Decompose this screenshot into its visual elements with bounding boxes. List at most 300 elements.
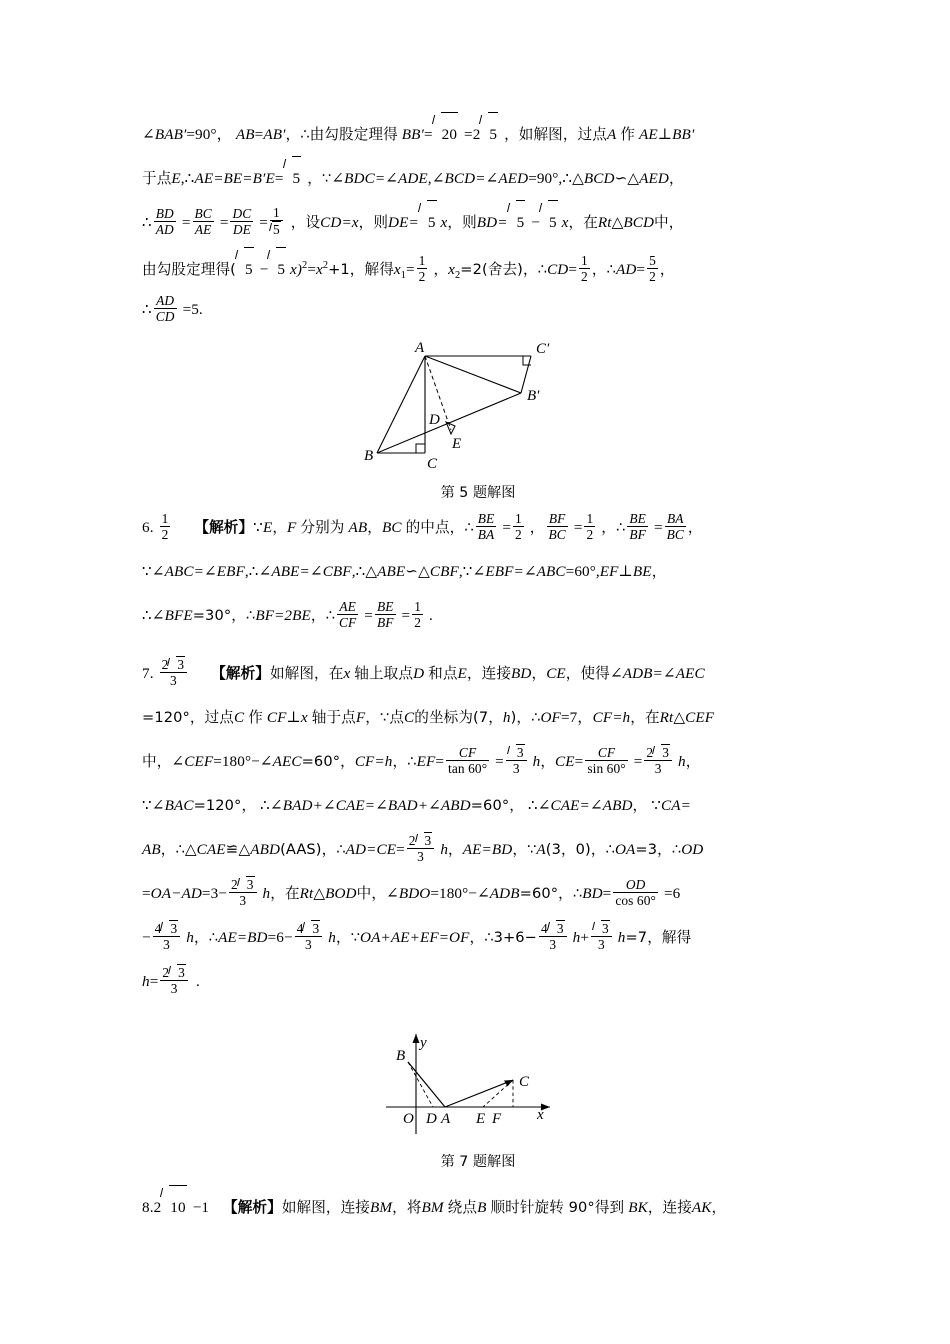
figure-problem-5 xyxy=(142,338,814,502)
text-run: h xyxy=(440,841,449,858)
p5-line-3 xyxy=(142,200,814,244)
text-run: =120°， xyxy=(193,797,257,814)
problem-number: 8. xyxy=(142,1199,154,1216)
text-run: ∵ xyxy=(142,563,152,580)
text-run: ∠CEF xyxy=(171,753,214,770)
text-run: BA xyxy=(477,526,495,542)
text-run: ， xyxy=(651,563,667,580)
text-run: = xyxy=(568,261,578,279)
text-run: AE=BE=B′E xyxy=(194,170,275,187)
fraction xyxy=(337,599,358,630)
text-run: 作 xyxy=(248,709,263,726)
text-run: ，在 xyxy=(270,885,300,902)
text-run: =3− xyxy=(201,885,227,902)
text-run: AD xyxy=(155,221,174,237)
text-run: AD=CE xyxy=(345,841,397,858)
text-run: ，∵点 xyxy=(365,709,405,726)
text-run: ， xyxy=(367,519,382,536)
text-run: x) xyxy=(290,261,303,279)
figure-7-caption: 第 7 题解图 xyxy=(440,1154,516,1170)
text-run: 由勾股定理得( xyxy=(142,261,236,279)
text-run: 中， xyxy=(356,885,387,902)
figure-5-label-Bp: B′ xyxy=(527,388,540,404)
text-run: sin 60° xyxy=(587,760,626,776)
text-run: BE xyxy=(477,510,495,526)
text-run: ∠BDO xyxy=(386,885,431,902)
text-run: ，如解图，过点 xyxy=(504,126,607,143)
text-run: 4 xyxy=(296,920,304,936)
text-run: CF⊥x xyxy=(266,709,308,726)
fraction xyxy=(506,744,527,776)
text-run: AE=BD xyxy=(462,841,513,858)
text-run: = xyxy=(406,261,415,279)
fraction xyxy=(154,293,177,324)
text-run: A xyxy=(606,126,617,143)
fraction xyxy=(407,832,435,864)
text-run: 2 xyxy=(162,964,170,980)
text-run: ， xyxy=(685,753,701,770)
text-run: 3 xyxy=(601,920,609,936)
text-run: CF=h xyxy=(354,753,393,770)
text-run: 5 xyxy=(548,200,558,245)
text-run: 3 xyxy=(512,760,520,776)
text-run: BE xyxy=(629,510,646,526)
fraction xyxy=(229,876,257,908)
figure-5-label-Cp: C′ xyxy=(536,341,550,357)
text-run: 5 xyxy=(649,253,656,269)
text-run: 2 xyxy=(586,526,594,542)
radical xyxy=(268,247,286,292)
radical xyxy=(508,744,525,760)
radical xyxy=(416,832,433,848)
radical xyxy=(593,920,610,936)
text-run: = xyxy=(396,841,405,858)
text-run: CF xyxy=(585,745,627,761)
text-run: OF xyxy=(540,709,561,726)
text-run: 2 xyxy=(455,270,461,282)
text-run: ，∴ xyxy=(193,929,219,946)
text-run: AB xyxy=(348,519,368,536)
text-run: 2 xyxy=(646,744,654,760)
text-run: CD xyxy=(547,261,569,279)
text-run: ，∴ xyxy=(160,841,185,858)
radical xyxy=(169,964,186,980)
text-run: ，∴3+6− xyxy=(469,929,538,946)
text-run: 轴于点 xyxy=(311,709,356,726)
problem-5-solution xyxy=(142,112,814,502)
text-run: 3 xyxy=(424,832,432,848)
text-run: ，设 xyxy=(290,214,321,231)
text-run: ， xyxy=(448,841,463,858)
text-run: △AED xyxy=(627,170,669,187)
text-run: ∠BAC xyxy=(151,797,194,814)
text-run: BC xyxy=(548,526,566,542)
text-run: 的坐标为(7， xyxy=(414,709,503,726)
fraction xyxy=(476,511,497,542)
text-run: 2 xyxy=(414,614,421,630)
text-run: E xyxy=(457,665,467,682)
text-run: =5. xyxy=(182,301,203,318)
text-run: 4 xyxy=(154,920,162,936)
text-run: 如解图，在 xyxy=(269,665,344,682)
text-run: 2 xyxy=(161,656,169,672)
text-run: h xyxy=(502,709,511,726)
text-run: AE xyxy=(337,599,358,615)
text-run: 中， xyxy=(654,214,684,231)
text-run: = xyxy=(653,519,663,536)
text-run: 3 xyxy=(662,744,669,760)
text-run: ， xyxy=(659,261,675,279)
text-run: 2 xyxy=(161,526,169,542)
text-run: ∽ xyxy=(614,170,628,187)
text-run: ∠EBF=∠ABC xyxy=(472,563,566,580)
text-run: BD xyxy=(582,885,603,902)
text-run: ，∴由勾股定理得 xyxy=(285,126,398,143)
text-run: ∠CAE=∠ABD xyxy=(537,797,633,814)
text-run: AE xyxy=(194,221,212,237)
text-run: ， xyxy=(433,261,449,279)
text-run: 分别为 xyxy=(300,519,345,536)
answer-fraction xyxy=(160,511,171,542)
p7-line-6 xyxy=(142,872,814,916)
text-run: 2 xyxy=(515,526,522,542)
text-run: ∠ABE=∠CBF xyxy=(258,563,352,580)
text-run: ， xyxy=(540,753,556,770)
text-run: ∠ADB xyxy=(476,885,520,902)
radical xyxy=(419,200,437,245)
text-run: 如解图，连接 xyxy=(281,1199,370,1216)
text-run: AD xyxy=(615,261,637,279)
text-run: 作 xyxy=(620,126,636,143)
text-run: ,∴ xyxy=(180,170,195,187)
fraction xyxy=(591,920,612,952)
text-run: OA−AD xyxy=(150,885,202,902)
text-run: ， xyxy=(632,797,648,814)
text-run: 1 xyxy=(418,253,426,269)
text-run: −1 xyxy=(192,1199,210,1216)
text-run: 5 xyxy=(244,247,254,292)
radical xyxy=(548,920,565,936)
problem-number: 6. xyxy=(142,519,154,536)
text-run: D xyxy=(413,665,425,682)
text-run: h xyxy=(262,885,271,902)
text-run: ， xyxy=(669,170,684,187)
text-run: =2 xyxy=(464,126,481,143)
text-run: AB xyxy=(142,841,161,858)
text-run: 3 xyxy=(170,980,178,996)
text-run: CD xyxy=(155,308,175,324)
text-run: ， xyxy=(272,519,288,536)
text-run: B xyxy=(477,1199,487,1216)
text-run: BC xyxy=(381,519,402,536)
text-run: △CBF xyxy=(418,563,459,580)
figure-5-label-D: D xyxy=(429,412,440,428)
p7-line-3 xyxy=(142,740,814,784)
problem-number: 7. xyxy=(142,665,154,682)
text-run: ,∴ xyxy=(244,563,259,580)
p6-line-3 xyxy=(142,594,814,638)
text-run: ∠ABC=∠EBF xyxy=(151,563,245,580)
text-run: 3 xyxy=(305,936,312,952)
problem-7-solution xyxy=(142,652,814,1171)
text-run: Rt△BCD xyxy=(597,214,655,231)
figure-5-drawing xyxy=(353,338,603,473)
text-run: BF=2BE xyxy=(255,607,311,624)
text-run: x xyxy=(448,261,456,279)
text-run: E xyxy=(262,519,273,536)
text-run: =7，解得 xyxy=(625,929,692,946)
fraction xyxy=(270,205,283,237)
figure-7-label-y-axis: y xyxy=(420,1035,427,1051)
text-run: =90°， xyxy=(186,126,232,143)
text-run: C xyxy=(233,709,245,726)
text-run: 绕点 xyxy=(447,1199,478,1216)
text-run: 2 xyxy=(581,269,588,285)
text-run: )，∴ xyxy=(510,709,541,726)
analysis-tag: 【解析】 xyxy=(223,1199,282,1216)
text-run: 3 xyxy=(549,936,557,952)
fraction xyxy=(412,599,423,630)
text-run: . xyxy=(428,607,433,624)
fraction xyxy=(647,253,658,284)
text-run: 3 xyxy=(178,964,185,980)
figure-7-label-A: A xyxy=(441,1111,451,1127)
text-run: F xyxy=(287,519,297,536)
text-run: ≌ xyxy=(225,841,239,858)
text-run: = xyxy=(401,607,411,624)
text-run: =60°， xyxy=(470,797,524,814)
fraction xyxy=(665,511,686,542)
text-run: = xyxy=(149,973,159,990)
problem-8-solution xyxy=(142,1185,814,1229)
p7-line-8 xyxy=(142,960,814,1004)
text-run: ，将 xyxy=(392,1199,422,1216)
text-run: h xyxy=(328,929,336,946)
text-run: OA xyxy=(614,841,636,858)
p8-line-1 xyxy=(142,1185,814,1229)
text-run: 10 xyxy=(169,1185,186,1230)
text-run: = xyxy=(602,885,612,902)
text-run: 3 xyxy=(417,848,424,864)
figure-7-label-B: B xyxy=(396,1048,406,1064)
p6-line-2 xyxy=(142,550,814,594)
text-run: =60°，∴ xyxy=(519,885,583,902)
text-run: 3 xyxy=(654,760,662,776)
text-run: = xyxy=(307,261,316,279)
text-run: ∽ xyxy=(405,563,419,580)
text-run: − xyxy=(259,261,269,279)
text-run: ，∴ xyxy=(591,261,616,279)
text-run: = xyxy=(502,519,511,536)
text-run: 2 xyxy=(649,269,656,285)
text-run: ，连接 xyxy=(466,665,512,682)
radical xyxy=(508,200,526,245)
figure-5-label-A: A xyxy=(415,340,425,356)
text-run: 1 xyxy=(161,510,169,526)
text-run: ，在 xyxy=(630,709,660,726)
p5-line-2 xyxy=(142,156,814,200)
p7-line-4 xyxy=(142,784,814,828)
text-run: x xyxy=(440,214,448,231)
text-run: BA xyxy=(665,511,686,527)
text-run: = xyxy=(254,126,264,143)
analysis-tag: 【解析】 xyxy=(211,665,270,682)
text-run: 3 xyxy=(246,876,254,892)
p7-line-1 xyxy=(142,652,814,696)
text-run: 3 xyxy=(163,936,170,952)
text-run: =60°, xyxy=(565,563,600,580)
text-run: BD xyxy=(155,205,174,221)
text-run: CF xyxy=(446,745,489,761)
text-run: ，∵ xyxy=(307,170,332,187)
radical xyxy=(540,200,558,245)
text-run: OA+AE+EF=OF xyxy=(360,929,470,946)
text-run: − xyxy=(531,214,540,231)
text-run: − xyxy=(142,929,151,946)
text-run: BC xyxy=(666,526,684,542)
text-run: h xyxy=(186,929,194,946)
text-run: = xyxy=(259,214,268,231)
figure-7-label-E: E xyxy=(476,1111,486,1127)
text-run: 4 xyxy=(541,920,548,936)
fraction xyxy=(613,877,658,908)
text-run: = xyxy=(495,753,504,770)
text-run: =60°， xyxy=(301,753,355,770)
text-run: =6 xyxy=(663,885,681,902)
text-run: = xyxy=(364,607,373,624)
text-run: AE=BD xyxy=(218,929,268,946)
radical xyxy=(284,156,302,201)
text-run: CE xyxy=(555,753,575,770)
text-run: = xyxy=(181,214,191,231)
text-run: (AAS)，∴ xyxy=(280,841,346,858)
text-run: 2 xyxy=(408,832,416,848)
text-run: 3 xyxy=(556,920,564,936)
text-run: ∵ xyxy=(253,519,263,536)
text-run: △ABD xyxy=(238,841,281,858)
text-run: AE⊥BB′ xyxy=(639,126,695,143)
text-run: ，∵ xyxy=(335,929,361,946)
text-run: C xyxy=(404,709,415,726)
fraction xyxy=(446,745,489,776)
text-run: (3，0)，∴ xyxy=(545,841,615,858)
fraction xyxy=(644,744,672,776)
text-run: BC xyxy=(194,205,212,221)
text-run: x xyxy=(315,261,323,279)
p7-line-2 xyxy=(142,696,814,740)
p7-line-5 xyxy=(142,828,814,872)
text-run: BD xyxy=(511,665,532,682)
text-run: =120°，过点 xyxy=(142,709,234,726)
text-run: ∠ADB=∠AEC xyxy=(609,665,705,682)
text-run: = xyxy=(423,126,433,143)
p5-line-5 xyxy=(142,288,814,332)
fraction xyxy=(160,964,188,996)
text-run: E xyxy=(171,170,181,187)
analysis-tag: 【解析】 xyxy=(194,519,254,536)
text-run: = xyxy=(574,753,584,770)
text-run: 顺时针旋转 90°得到 xyxy=(490,1199,625,1216)
text-run: ，则 xyxy=(358,214,389,231)
text-run: = xyxy=(142,885,151,902)
p5-line-4 xyxy=(142,244,814,288)
text-run: 5 xyxy=(427,200,437,245)
radical xyxy=(161,1185,186,1230)
figure-5-caption: 第 5 题解图 xyxy=(440,485,516,501)
text-run: = xyxy=(633,753,643,770)
text-run: 1 xyxy=(586,510,594,526)
text-run: 轴上取点 xyxy=(354,665,414,682)
text-run: 中， xyxy=(142,753,172,770)
text-run: BK xyxy=(628,1199,648,1216)
text-run: 3 xyxy=(239,892,247,908)
text-run: 2 xyxy=(153,1199,162,1216)
answer-fraction xyxy=(160,656,188,688)
text-run: ，∴ xyxy=(601,519,626,536)
text-run: BF xyxy=(629,526,646,542)
text-run: ，∵ xyxy=(512,841,537,858)
fraction xyxy=(579,253,590,284)
text-run: AB′ xyxy=(263,126,286,143)
text-run: ，则 xyxy=(447,214,477,231)
text-run: CD=x xyxy=(320,214,359,231)
text-run: OD xyxy=(613,877,658,893)
text-run: ∠BAD+∠CAE=∠BAD+∠ABD xyxy=(269,797,471,814)
text-run: 1 xyxy=(270,205,283,221)
figure-7-label-O: O xyxy=(403,1111,414,1127)
text-run: △BCD xyxy=(572,170,615,187)
text-run: △CAE xyxy=(184,841,226,858)
text-run: +1，解得 xyxy=(328,261,394,279)
text-run: BB′ xyxy=(401,126,424,143)
radical xyxy=(270,221,283,237)
text-run: CE xyxy=(546,665,566,682)
text-run: ∴ xyxy=(527,797,538,814)
text-run: BF xyxy=(547,511,568,527)
page-content xyxy=(142,112,814,1229)
text-run: =3，∴ xyxy=(635,841,682,858)
text-run: = xyxy=(274,170,284,187)
text-run: =6− xyxy=(267,929,293,946)
text-run: 20 xyxy=(441,112,458,157)
text-run: 1 xyxy=(414,598,421,614)
p6-line-1 xyxy=(142,506,814,550)
p7-line-7 xyxy=(142,916,814,960)
text-run: = xyxy=(636,261,646,279)
radical xyxy=(236,247,254,292)
text-run: 5 xyxy=(516,200,526,245)
text-run: ， xyxy=(711,1199,727,1216)
text-run: 的中点，∴ xyxy=(405,519,474,536)
text-run: DE= xyxy=(388,214,419,231)
text-run: =7， xyxy=(560,709,593,726)
figure-5-label-B: B xyxy=(364,448,374,464)
text-run: x xyxy=(561,214,569,231)
text-run: CF=h xyxy=(592,709,631,726)
text-run: BM xyxy=(370,1199,393,1216)
figure-7-drawing xyxy=(378,1022,578,1142)
text-run: ，∴ xyxy=(310,607,335,624)
fraction xyxy=(539,920,567,952)
text-run: BE xyxy=(376,598,394,614)
text-run: =2(舍去)，∴ xyxy=(460,261,548,279)
text-run: △ABE xyxy=(365,563,406,580)
text-run: A xyxy=(536,841,546,858)
text-run: h xyxy=(142,973,150,990)
figure-5-label-C: C xyxy=(427,456,438,472)
text-run: ∵ xyxy=(651,797,661,814)
text-run: 3 xyxy=(312,920,320,936)
